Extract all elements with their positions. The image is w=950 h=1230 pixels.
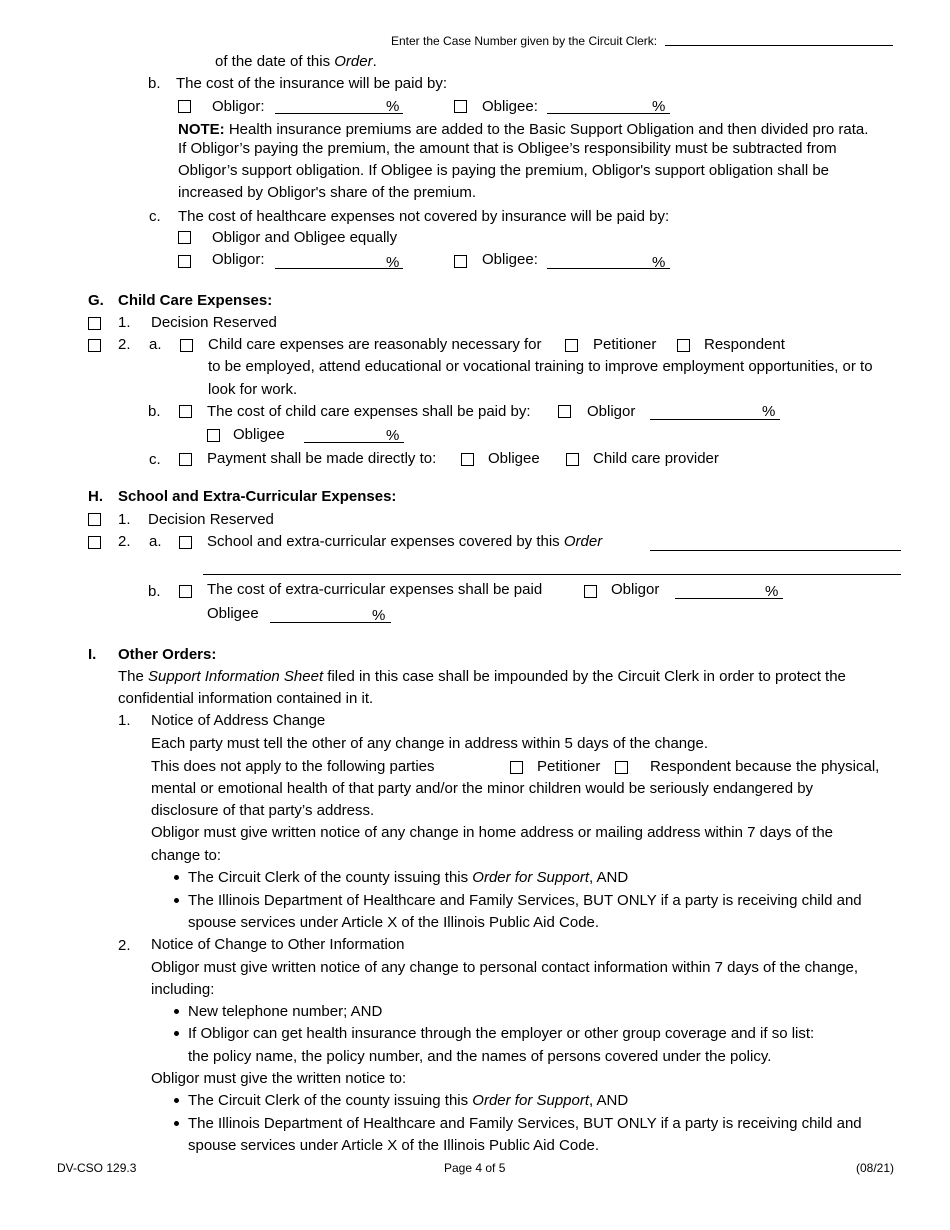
- i1-number: 1.: [118, 712, 131, 729]
- g2c-obligee-checkbox[interactable]: [461, 453, 474, 466]
- equally-label: Obligor and Obligee equally: [212, 229, 398, 246]
- obligee-label: Obligee:: [482, 251, 538, 268]
- case-number-label: Enter the Case Number given by the Circuit Clerk:: [391, 34, 658, 48]
- item-b-label: b.: [148, 75, 161, 92]
- g2-checkbox[interactable]: [88, 339, 101, 352]
- percent-sign: %: [386, 254, 400, 271]
- case-number-field[interactable]: [665, 45, 893, 46]
- obligee-label: Obligee:: [482, 98, 538, 115]
- note-line-3: Obligor’s support obligation. If Obligee is paying the premium, Obligor's support obligation shall be: [178, 162, 830, 179]
- g2b-obligor-checkbox[interactable]: [558, 405, 571, 418]
- form-id: DV-CSO 129.3: [57, 1161, 137, 1175]
- i1-line-4: disclosure of that party’s address.: [151, 802, 375, 819]
- i1-line-6: change to:: [151, 847, 222, 864]
- g1-checkbox[interactable]: [88, 317, 101, 330]
- healthcare-obligor-checkbox[interactable]: [178, 255, 191, 268]
- insurance-cost-text: The cost of the insurance will be paid by:: [176, 75, 447, 92]
- i2-bullet-1: New telephone number; AND: [188, 1003, 383, 1020]
- i2-line-1: Obligor must give written notice of any change to personal contact information within 7 days of the change,: [151, 959, 859, 976]
- h2a-expenses-field[interactable]: [650, 550, 901, 551]
- g2c-provider-checkbox[interactable]: [566, 453, 579, 466]
- g2a-text: Child care expenses are reasonably necessary for: [208, 336, 542, 353]
- i1-line-2: This does not apply to the following parties: [151, 758, 435, 775]
- h2a-checkbox[interactable]: [179, 536, 192, 549]
- g2b-label: b.: [148, 403, 161, 420]
- g2c-checkbox[interactable]: [179, 453, 192, 466]
- i1-respondent-text: Respondent because the physical,: [650, 758, 880, 775]
- i2-bullet-3: The Circuit Clerk of the county issuing this Order for Support, AND: [188, 1092, 629, 1109]
- percent-sign: %: [652, 254, 666, 271]
- section-h-title: School and Extra-Curricular Expenses:: [118, 488, 397, 505]
- insurance-obligee-checkbox[interactable]: [454, 100, 467, 113]
- healthcare-obligee-checkbox[interactable]: [454, 255, 467, 268]
- i2-bullet-4-line-2: spouse services under Article X of the Illinois Public Aid Code.: [188, 1137, 600, 1154]
- h2b-text: The cost of extra-curricular expenses shall be paid: [207, 581, 543, 598]
- bullet-icon: [174, 898, 179, 903]
- petitioner-label: Petitioner: [537, 758, 601, 775]
- i1-title: Notice of Address Change: [151, 712, 326, 729]
- i2-title: Notice of Change to Other Information: [151, 936, 405, 953]
- i1-respondent-checkbox[interactable]: [615, 761, 628, 774]
- h2b-label: b.: [148, 583, 161, 600]
- g2b-checkbox[interactable]: [179, 405, 192, 418]
- g2c-label: c.: [149, 451, 161, 468]
- g2a-respondent-checkbox[interactable]: [677, 339, 690, 352]
- obligor-label: Obligor: [611, 581, 660, 598]
- i1-line-3: mental or emotional health of that party and/or the minor children would be seriously endangered by: [151, 780, 814, 797]
- i1-bullet-1: The Circuit Clerk of the county issuing this Order for Support, AND: [188, 869, 629, 886]
- equally-checkbox[interactable]: [178, 231, 191, 244]
- g1-number: 1.: [118, 314, 131, 331]
- percent-sign: %: [652, 98, 666, 115]
- child-care-provider-label: Child care provider: [593, 450, 719, 467]
- item-c-label: c.: [149, 208, 161, 225]
- impound-line-2: confidential information contained in it.: [118, 690, 374, 707]
- obligee-label: Obligee: [233, 426, 285, 443]
- date-line: of the date of this Order.: [215, 53, 377, 70]
- i1-petitioner-checkbox[interactable]: [510, 761, 523, 774]
- bullet-icon: [174, 875, 179, 880]
- g2c-text: Payment shall be made directly to:: [207, 450, 437, 467]
- g1-text: Decision Reserved: [151, 314, 277, 331]
- section-g-letter: G.: [88, 292, 104, 309]
- respondent-label: Respondent: [704, 336, 785, 353]
- g2a-checkbox[interactable]: [180, 339, 193, 352]
- h2a-label: a.: [149, 533, 162, 550]
- bullet-icon: [174, 1098, 179, 1103]
- bullet-icon: [174, 1031, 179, 1036]
- section-g-title: Child Care Expenses:: [118, 292, 273, 309]
- section-h-letter: H.: [88, 488, 103, 505]
- percent-sign: %: [765, 583, 779, 600]
- h2a-expenses-field-line-2[interactable]: [203, 574, 901, 575]
- i1-bullet-2-line-1: The Illinois Department of Healthcare and Family Services, BUT ONLY if a party is receiving child and: [188, 892, 862, 909]
- g2b-text: The cost of child care expenses shall be paid by:: [207, 403, 531, 420]
- percent-sign: %: [372, 607, 386, 624]
- g2a-label: a.: [149, 336, 162, 353]
- note-line-4: increased by Obligor's share of the premium.: [178, 184, 477, 201]
- i1-bullet-2-line-2: spouse services under Article X of the Illinois Public Aid Code.: [188, 914, 600, 931]
- i2-number: 2.: [118, 937, 131, 954]
- i2-line-3: Obligor must give the written notice to:: [151, 1070, 407, 1087]
- petitioner-label: Petitioner: [593, 336, 657, 353]
- h1-text: Decision Reserved: [148, 511, 274, 528]
- page-number: Page 4 of 5: [444, 1161, 506, 1175]
- bullet-icon: [174, 1009, 179, 1014]
- healthcare-obligor-percent-field[interactable]: [275, 268, 403, 269]
- insurance-obligor-percent-field[interactable]: [275, 113, 403, 114]
- h1-number: 1.: [118, 511, 131, 528]
- h1-checkbox[interactable]: [88, 513, 101, 526]
- i1-line-5: Obligor must give written notice of any change in home address or mailing address within 7 days of the: [151, 824, 834, 841]
- percent-sign: %: [386, 98, 400, 115]
- insurance-obligor-checkbox[interactable]: [178, 100, 191, 113]
- h2a-text: School and extra-curricular expenses covered by this Order: [207, 533, 603, 550]
- impound-line-1: The Support Information Sheet filed in this case shall be impounded by the Circuit Clerk in order to protect the: [118, 668, 846, 685]
- h2b-obligor-checkbox[interactable]: [584, 585, 597, 598]
- percent-sign: %: [762, 403, 776, 420]
- h2-number: 2.: [118, 533, 131, 550]
- obligor-label: Obligor:: [212, 251, 265, 268]
- note-line-1: NOTE: Health insurance premiums are added to the Basic Support Obligation and then divided pro rata.: [178, 121, 869, 138]
- g2b-obligor-percent-field[interactable]: [650, 419, 780, 420]
- g2-number: 2.: [118, 336, 131, 353]
- obligor-label: Obligor:: [212, 98, 265, 115]
- healthcare-cost-text: The cost of healthcare expenses not covered by insurance will be paid by:: [178, 208, 670, 225]
- h2-checkbox[interactable]: [88, 536, 101, 549]
- form-date: (08/21): [856, 1161, 895, 1175]
- i1-line-1: Each party must tell the other of any change in address within 5 days of the change.: [151, 735, 708, 752]
- h2b-checkbox[interactable]: [179, 585, 192, 598]
- i2-bullet-4-line-1: The Illinois Department of Healthcare and Family Services, BUT ONLY if a party is receiving child and: [188, 1115, 862, 1132]
- bullet-icon: [174, 1121, 179, 1126]
- i2-bullet-2-line-2: the policy name, the policy number, and the names of persons covered under the policy.: [188, 1048, 772, 1065]
- section-i-title: Other Orders:: [118, 646, 217, 663]
- g2a-petitioner-checkbox[interactable]: [565, 339, 578, 352]
- g2a-line-3: look for work.: [208, 381, 298, 398]
- g2a-line-2: to be employed, attend educational or vocational training to improve employment opportunities, or to: [208, 358, 873, 375]
- obligee-label: Obligee: [207, 605, 259, 622]
- obligor-label: Obligor: [587, 403, 636, 420]
- i2-bullet-2-line-1: If Obligor can get health insurance through the employer or other group coverage and if so list:: [188, 1025, 815, 1042]
- section-i-letter: I.: [88, 646, 97, 663]
- note-line-2: If Obligor’s paying the premium, the amount that is Obligee’s responsibility must be subtracted from: [178, 140, 837, 157]
- g2b-obligee-checkbox[interactable]: [207, 429, 220, 442]
- i2-line-2: including:: [151, 981, 215, 998]
- obligee-label: Obligee: [488, 450, 540, 467]
- percent-sign: %: [386, 427, 400, 444]
